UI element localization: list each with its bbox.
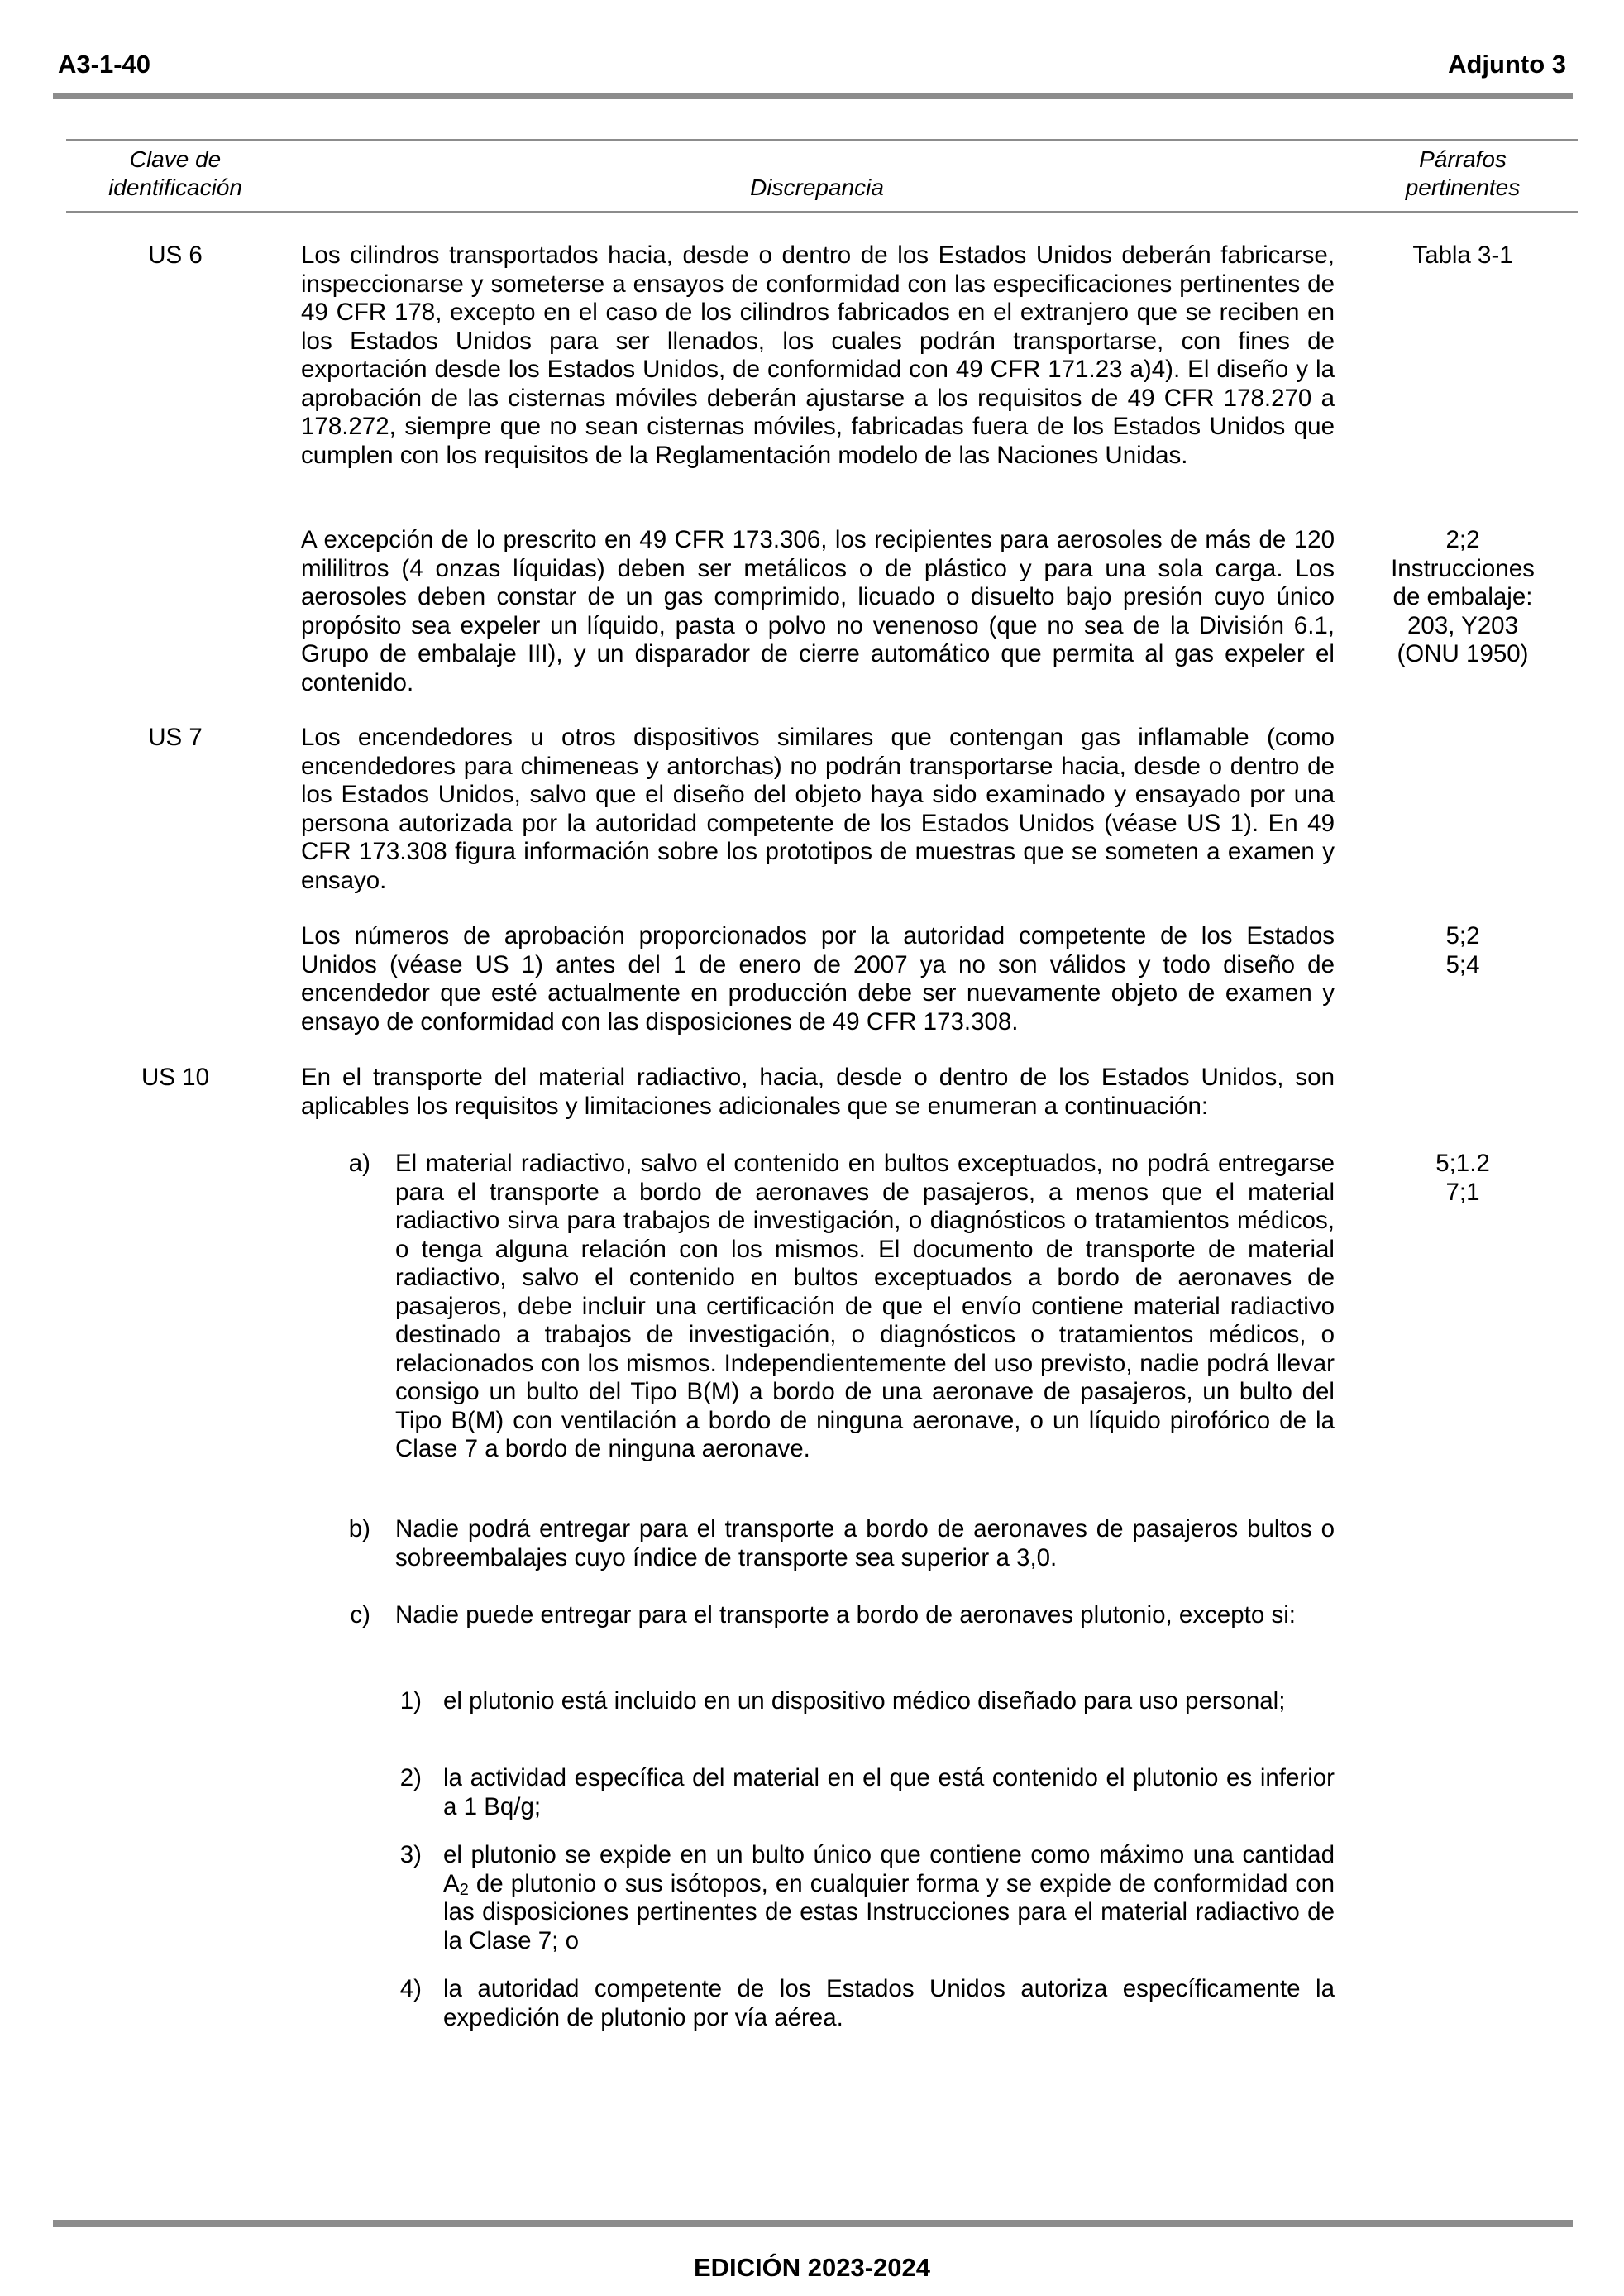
us10-item-c3: el plutonio se expide en un bulto único que contiene como máximo una cantidad $A_2$ de plutonio o sus isótopos, en cualquier forma y se expide de conformidad con las disposiciones pertinentes de estas Instrucciones para el material radiactivo de la Clase 7; o bbox=[443, 1841, 1335, 1954]
us10-item-b: Nadie podrá entregar para el transporte a bordo de aeronaves de pasajeros bultos o sobreembalajes cuyo índice de transporte sea superior a 3,0. bbox=[395, 1515, 1335, 1571]
edition-footer: EDICIÓN 2023-2024 bbox=[693, 2253, 931, 2282]
us10-item-a: El material radiactivo, salvo el contenido en bultos exceptuados, no podrá entregarse para el transporte a bordo de aeronaves de pasajeros, a menos que el material radiactivo sirva para trabajos de investigación, o diagnósticos o tratamientos médicos, o tenga alguna relación con los mismos. El documento de transporte de material radiactivo, salvo el contenido en bultos exceptuados a bordo de aeronaves de pasajeros, debe incluir una certificación de que el envío contiene material radiactivo destinado a trabajos de investigación, o diagnósticos o tratamientos médicos, o relacionados con los mismos. Independientemente del uso previsto, nadie podrá llevar consigo un bulto del Tipo B(M) a bordo de una aeronave de pasajeros, un bulto del Tipo B(M) con ventilación a bordo de ninguna aeronave, o un líquido pirofórico de la Clase 7 a bordo de ninguna aeronave. bbox=[395, 1150, 1335, 1462]
table-top-rule bbox=[66, 139, 1578, 141]
key-us7: US 7 bbox=[148, 724, 203, 751]
us10-ref-a: 5;1.2 7;1 bbox=[1435, 1150, 1490, 1206]
us10-item-a-label: a) bbox=[348, 1150, 370, 1177]
us10-item-c4: la autoridad competente de los Estados Unidos autoriza específicamente la expedición de plutonio por vía aérea. bbox=[443, 1975, 1335, 2031]
us10-item-c1: el plutonio está incluido en un dispositivo médico diseñado para uso personal; bbox=[443, 1687, 1286, 1715]
key-us6: US 6 bbox=[148, 242, 203, 269]
us10-item-c-label: c) bbox=[350, 1601, 370, 1629]
column-header-discrepancy: Discrepancia bbox=[750, 175, 884, 200]
us6-ref-1: Tabla 3-1 bbox=[1412, 242, 1513, 269]
us7-paragraph-1: Los encendedores u otros dispositivos similares que contengan gas inflamable (como encendedores para chimeneas y antorchas) no podrán transportarse hacia, desde o dentro de los Estados Unidos, salvo que el diseño del objeto haya sido examinado y ensayado por una persona autorizada por la autoridad competente de los Estados Unidos (véase US 1). En 49 CFR 173.308 figura información sobre los prototipos de muestras que se someten a examen y ensayo. bbox=[301, 724, 1335, 894]
us10-item-c: Nadie puede entregar para el transporte a bordo de aeronaves plutonio, excepto si: bbox=[395, 1601, 1296, 1629]
footer-rule bbox=[53, 2220, 1573, 2227]
us10-item-c4-label: 4) bbox=[399, 1975, 422, 2002]
page-number: A3-1-40 bbox=[58, 50, 150, 79]
us10-item-c1-label: 1) bbox=[399, 1687, 422, 1715]
us6-ref-2: 2;2 Instrucciones de embalaje: 203, Y203 (ONU 1950) bbox=[1391, 526, 1535, 667]
us6-paragraph-2: A excepción de lo prescrito en 49 CFR 173.306, los recipientes para aerosoles de más de 120 mililitros (4 onzas líquidas) deben ser metálicos o de plástico y para una sola carga. Los aerosoles deben constar de un gas comprimido, licuado o disuelto bajo presión cuyo único propósito sea expeler un líquido, pasta o polvo no venenoso (que no sea de la División 6.1, Grupo de embalaje III), y un disparador de cierre automático que permita al gas expeler el contenido. bbox=[301, 526, 1335, 696]
us6-paragraph-1: Los cilindros transportados hacia, desde o dentro de los Estados Unidos deberán fabricarse, inspeccionarse y someterse a ensayos de conformidad con las especificaciones pertinentes de 49 CFR 178, excepto en el caso de los cilindros fabricados en el extranjero que se reciben en los Estados Unidos para ser llenados, los cuales podrán transportarse, con fines de exportación desde los Estados Unidos, de conformidad con 49 CFR 171.23 a)4). El diseño y la aprobación de las cisternas móviles deberán ajustarse a los requisitos de 49 CFR 178.270 a 178.272, siempre que no sean cisternas móviles, fabricadas fuera de los Estados Unidos que cumplen con los requisitos de la Reglamentación modelo de las Naciones Unidas. bbox=[301, 242, 1335, 469]
us10-item-b-label: b) bbox=[348, 1515, 370, 1543]
attachment-title: Adjunto 3 bbox=[1448, 50, 1566, 79]
us10-item-c2-label: 2) bbox=[399, 1764, 422, 1791]
key-us10: US 10 bbox=[141, 1064, 209, 1091]
column-header-id: Clave de identificación bbox=[108, 146, 242, 200]
column-header-paragraphs: Párrafos pertinentes bbox=[1405, 146, 1521, 200]
header-rule bbox=[53, 93, 1573, 99]
us10-item-c2: la actividad específica del material en el que está contenido el plutonio es inferior a 1 Bq/g; bbox=[443, 1764, 1335, 1820]
us10-item-c3-label: 3) bbox=[399, 1841, 422, 1868]
us7-paragraph-2: Los números de aprobación proporcionados por la autoridad competente de los Estados Unidos (véase US 1) antes del 1 de enero de 2007 ya no son válidos y todo diseño de encendedor que esté actualmente en producción debe ser nuevamente objeto de examen y ensayo de conformidad con las disposiciones de 49 CFR 173.308. bbox=[301, 922, 1335, 1036]
us10-intro: En el transporte del material radiactivo, hacia, desde o dentro de los Estados Unidos, son aplicables los requisitos y limitaciones adicionales que se enumeran a continuación: bbox=[301, 1064, 1335, 1120]
us7-ref-2: 5;2 5;4 bbox=[1445, 922, 1480, 978]
table-header-rule bbox=[66, 211, 1578, 213]
